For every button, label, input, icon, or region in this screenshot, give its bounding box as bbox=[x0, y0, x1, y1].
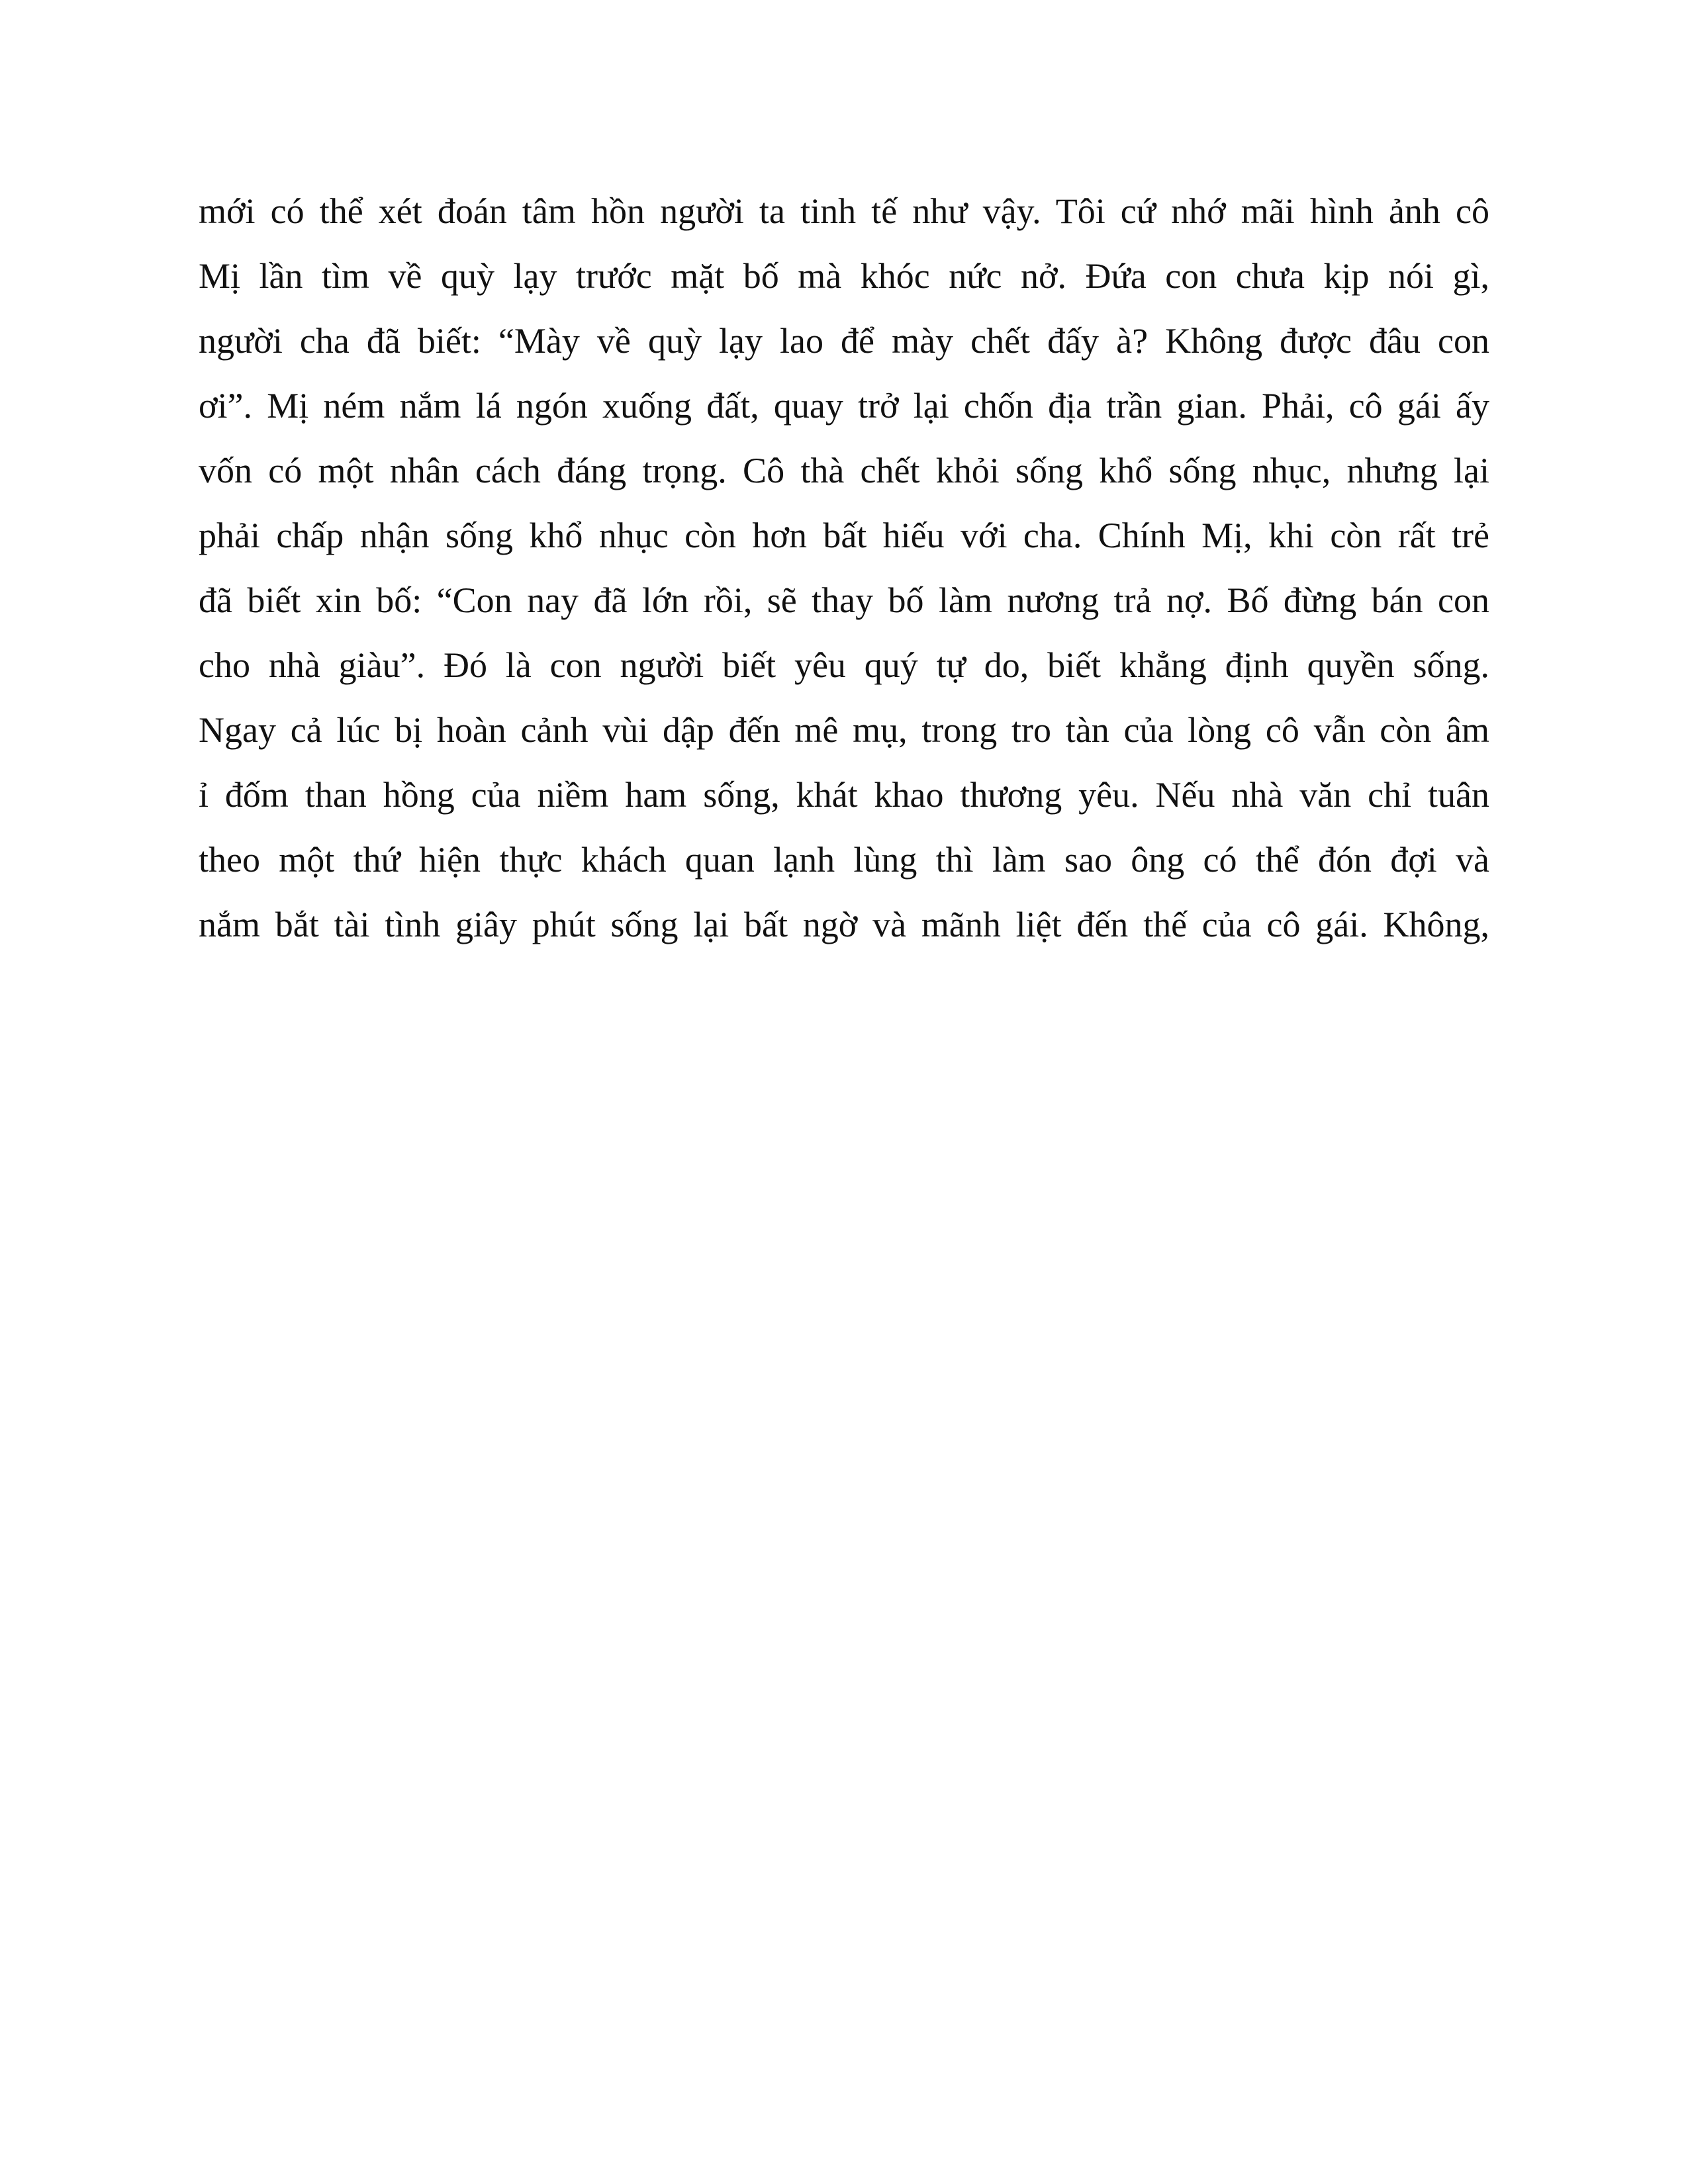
paragraph-line: vốn có một nhân cách đáng trọng. Cô thà chết khỏi sống khổ sống nhục, nhưng lại bbox=[199, 451, 1489, 490]
paragraph-line: người cha đã biết: “Mày về quỳ lạy lao để mày chết đấy à? Không được đâu con bbox=[199, 321, 1489, 361]
paragraph-line: Ngay cả lúc bị hoàn cảnh vùi dập đến mê mụ, trong tro tàn của lòng cô vẫn còn âm bbox=[199, 710, 1489, 750]
body-paragraph bbox=[199, 179, 1489, 957]
paragraph-line: Mị lần tìm về quỳ lạy trước mặt bố mà khóc nức nở. Đứa con chưa kịp nói gì, bbox=[199, 256, 1489, 296]
paragraph-line: mới có thể xét đoán tâm hồn người ta tinh tế như vậy. Tôi cứ nhớ mãi hình ảnh cô bbox=[199, 191, 1489, 231]
paragraph-line: nắm bắt tài tình giây phút sống lại bất ngờ và mãnh liệt đến thế của cô gái. Không, bbox=[199, 905, 1489, 944]
paragraph-line: cho nhà giàu”. Đó là con người biết yêu quý tự do, biết khẳng định quyền sống. bbox=[199, 645, 1489, 685]
paragraph-line: phải chấp nhận sống khổ nhục còn hơn bất hiếu với cha. Chính Mị, khi còn rất trẻ bbox=[199, 516, 1489, 555]
paragraph-line: theo một thứ hiện thực khách quan lạnh lùng thì làm sao ông có thể đón đợi và bbox=[199, 840, 1489, 880]
paragraph-line: đã biết xin bố: “Con nay đã lớn rồi, sẽ thay bố làm nương trả nợ. Bố đừng bán con bbox=[199, 580, 1489, 620]
paragraph-line: ỉ đốm than hồng của niềm ham sống, khát khao thương yêu. Nếu nhà văn chỉ tuân bbox=[199, 775, 1489, 815]
paragraph-line: ơi”. Mị ném nắm lá ngón xuống đất, quay trở lại chốn địa trần gian. Phải, cô gái ấy bbox=[199, 386, 1489, 426]
